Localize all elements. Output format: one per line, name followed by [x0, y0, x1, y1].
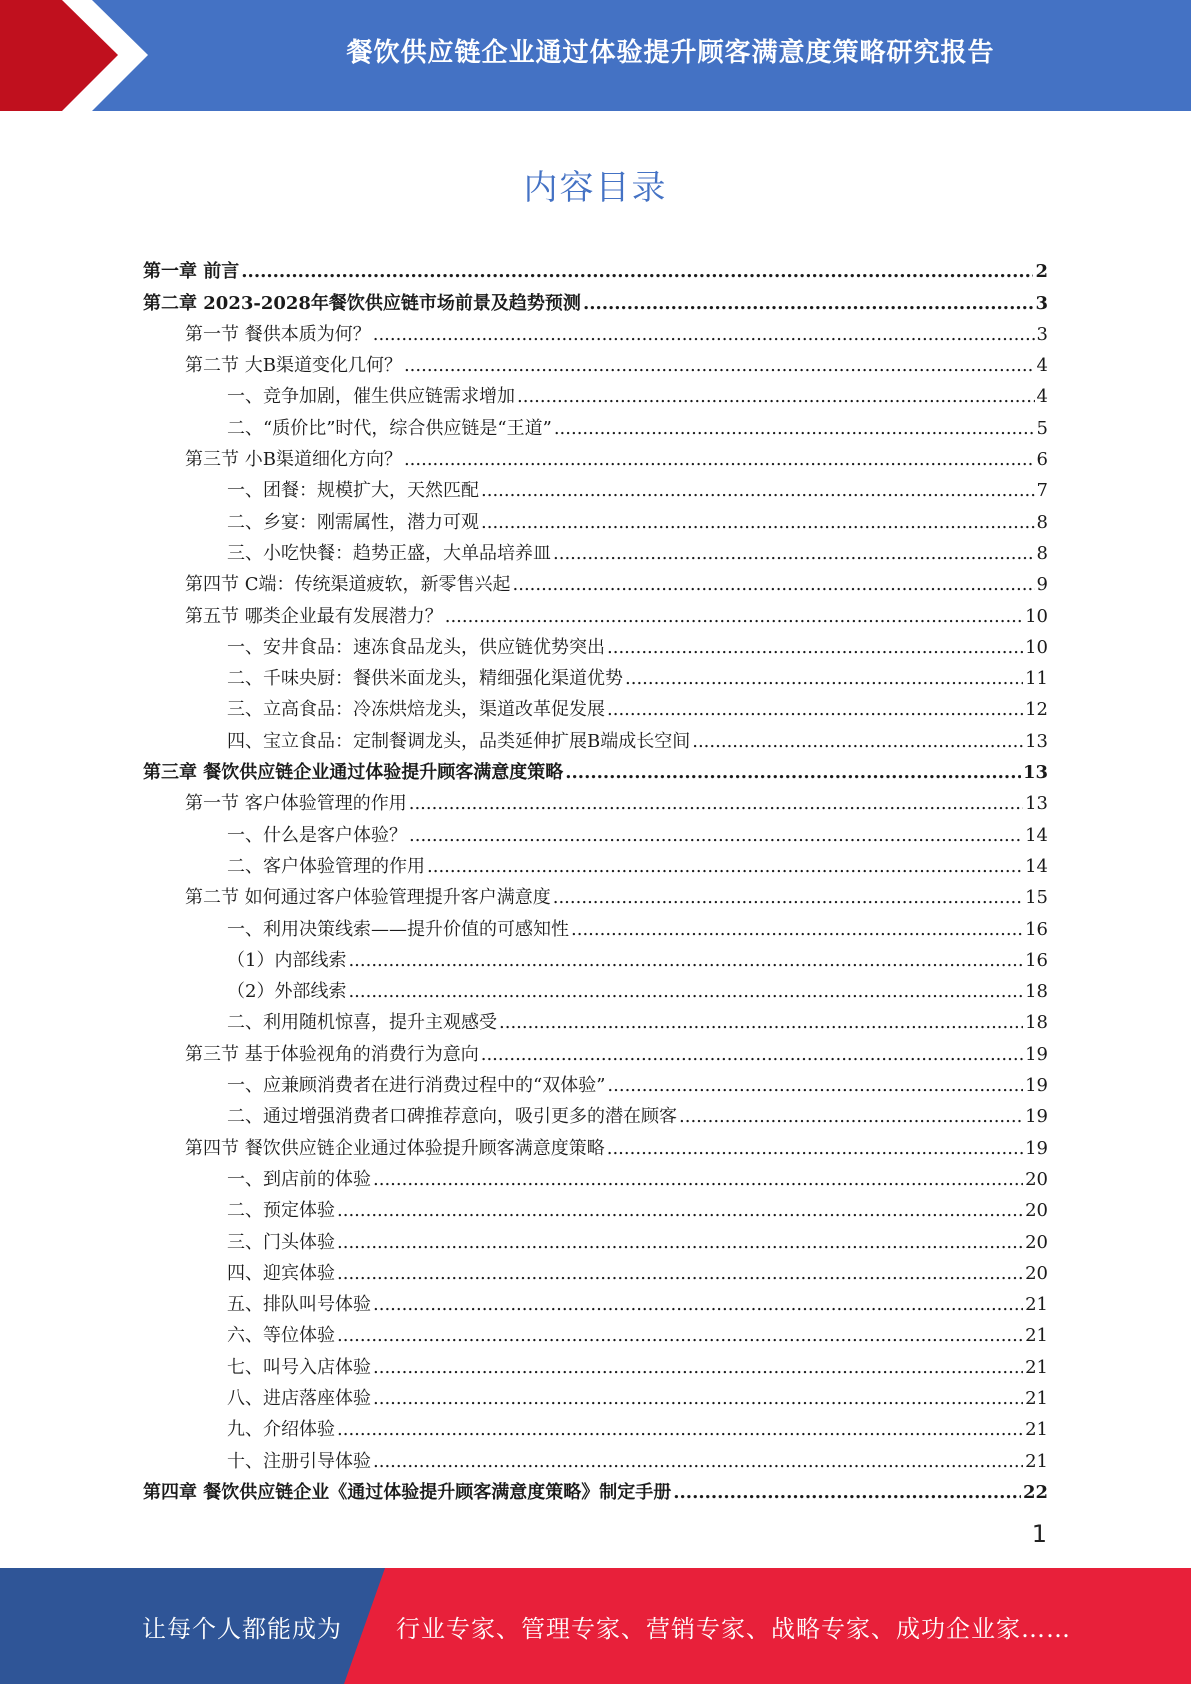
toc-entry-page: 19 — [1025, 1106, 1048, 1128]
toc-entry-title: 第三节 基于体验视角的消费行为意向 — [185, 1043, 479, 1065]
toc-dot-leader — [373, 1356, 1023, 1380]
toc-entry[interactable] — [143, 566, 1048, 597]
toc-entry-page: 20 — [1025, 1231, 1048, 1253]
toc-entry-title: 三、小吃快餐：趋势正盛，大单品培养皿 — [227, 542, 551, 564]
toc-entry[interactable] — [143, 284, 1048, 315]
toc-entry-page: 21 — [1025, 1294, 1048, 1316]
toc-entry[interactable] — [143, 1286, 1048, 1317]
toc-entry[interactable] — [143, 691, 1048, 722]
toc-entry[interactable] — [143, 441, 1048, 472]
toc-entry[interactable] — [143, 816, 1048, 847]
toc-dot-leader — [348, 949, 1023, 973]
toc-entry-page: 6 — [1036, 449, 1048, 471]
toc-entry-title: 二、通过增强消费者口碑推荐意向，吸引更多的潜在顾客 — [227, 1106, 677, 1128]
toc-entry-title: 十、注册引导体验 — [227, 1450, 371, 1472]
toc-entry-title: 二、客户体验管理的作用 — [227, 855, 425, 877]
toc-dot-leader — [337, 1418, 1023, 1442]
toc-entry[interactable] — [143, 879, 1048, 910]
table-of-contents — [143, 253, 1048, 1505]
toc-dot-leader — [625, 667, 1023, 691]
toc-entry[interactable] — [143, 785, 1048, 816]
toc-dot-leader — [673, 1481, 1021, 1505]
toc-dot-leader — [481, 511, 1035, 535]
toc-entry-page: 21 — [1025, 1450, 1048, 1472]
toc-entry-title: 一、安井食品：速冻食品龙头，供应链优势突出 — [227, 636, 605, 658]
toc-entry-page: 13 — [1022, 762, 1048, 784]
toc-entry[interactable] — [143, 973, 1048, 1004]
toc-entry-title: 五、排队叫号体验 — [227, 1294, 371, 1316]
toc-entry[interactable] — [143, 754, 1048, 785]
toc-entry-page: 11 — [1025, 668, 1048, 690]
toc-dot-leader — [499, 1011, 1023, 1035]
toc-entry-page: 12 — [1025, 699, 1048, 721]
toc-entry-page: 21 — [1025, 1387, 1048, 1409]
toc-entry[interactable] — [143, 1348, 1048, 1379]
toc-entry[interactable] — [143, 597, 1048, 628]
toc-entry[interactable] — [143, 472, 1048, 503]
toc-entry-page: 13 — [1025, 730, 1048, 752]
toc-entry[interactable] — [143, 253, 1048, 284]
toc-dot-leader — [679, 1105, 1023, 1129]
toc-entry-page: 14 — [1025, 824, 1048, 846]
toc-dot-leader — [373, 1168, 1023, 1192]
toc-entry-title: 四、迎宾体验 — [227, 1262, 335, 1284]
toc-entry[interactable] — [143, 1380, 1048, 1411]
toc-entry-page: 16 — [1025, 918, 1048, 940]
toc-entry-title: 第五节 哪类企业最有发展潜力？ — [185, 605, 443, 627]
toc-entry[interactable] — [143, 409, 1048, 440]
toc-entry[interactable] — [143, 910, 1048, 941]
toc-entry[interactable] — [143, 1192, 1048, 1223]
toc-entry-page: 21 — [1025, 1325, 1048, 1347]
toc-entry[interactable] — [143, 1067, 1048, 1098]
toc-heading: 内容目录 — [523, 168, 668, 208]
toc-entry[interactable] — [143, 1161, 1048, 1192]
toc-dot-leader — [553, 542, 1035, 566]
toc-entry-page: 20 — [1025, 1200, 1048, 1222]
toc-entry-page: 5 — [1036, 417, 1048, 439]
toc-entry-title: 第四章 餐饮供应链企业《通过体验提升顾客满意度策略》制定手册 — [143, 1481, 672, 1503]
toc-entry-page: 14 — [1025, 855, 1048, 877]
toc-dot-leader — [337, 1262, 1023, 1286]
toc-entry-page: 9 — [1036, 574, 1048, 596]
toc-entry-page: 16 — [1025, 949, 1048, 971]
toc-entry[interactable] — [143, 1442, 1048, 1473]
toc-entry[interactable] — [143, 1223, 1048, 1254]
toc-entry-title: 第一节 客户体验管理的作用 — [185, 793, 407, 815]
toc-dot-leader — [337, 1199, 1023, 1223]
page-footer — [0, 1568, 1191, 1684]
toc-entry-page: 20 — [1025, 1262, 1048, 1284]
toc-entry-title: 二、“质价比”时代，综合供应链是“王道” — [227, 417, 552, 439]
toc-dot-leader — [607, 1137, 1023, 1161]
toc-entry-title: 一、利用决策线索——提升价值的可感知性 — [227, 918, 569, 940]
toc-entry-page: 18 — [1025, 981, 1048, 1003]
toc-dot-leader — [607, 698, 1023, 722]
toc-entry[interactable] — [143, 942, 1048, 973]
toc-dot-leader — [565, 761, 1021, 785]
toc-dot-leader — [517, 385, 1035, 409]
toc-entry[interactable] — [143, 722, 1048, 753]
toc-entry[interactable] — [143, 660, 1048, 691]
toc-entry-page: 4 — [1036, 386, 1048, 408]
toc-entry-page: 8 — [1036, 511, 1048, 533]
toc-entry-page: 21 — [1025, 1356, 1048, 1378]
toc-dot-leader — [445, 605, 1023, 629]
toc-dot-leader — [692, 730, 1023, 754]
toc-entry[interactable] — [143, 1035, 1048, 1066]
toc-entry-title: 二、乡宴：刚需属性，潜力可观 — [227, 511, 479, 533]
toc-entry-title: 第三章 餐饮供应链企业通过体验提升顾客满意度策略 — [143, 762, 564, 784]
toc-entry[interactable] — [143, 1098, 1048, 1129]
toc-dot-leader — [373, 1387, 1023, 1411]
toc-dot-leader — [554, 417, 1035, 441]
toc-entry[interactable] — [143, 1004, 1048, 1035]
toc-entry[interactable] — [143, 503, 1048, 534]
toc-entry-title: 一、应兼顾消费者在进行消费过程中的“双体验” — [227, 1075, 606, 1097]
toc-entry-page: 3 — [1036, 323, 1048, 345]
toc-entry-title: 第三节 小B渠道细化方向？ — [185, 449, 402, 471]
toc-entry-page: 18 — [1025, 1012, 1048, 1034]
page-header — [0, 0, 1191, 111]
toc-dot-leader — [583, 292, 1034, 316]
toc-entry[interactable] — [143, 1474, 1048, 1505]
toc-entry-title: 第一章 前言 — [143, 261, 240, 283]
toc-entry[interactable] — [143, 629, 1048, 660]
toc-entry-title: 第二章 2023-2028年餐饮供应链市场前景及趋势预测 — [143, 292, 581, 314]
toc-dot-leader — [337, 1231, 1023, 1255]
toc-dot-leader — [337, 1324, 1023, 1348]
toc-entry-title: （2）外部线索 — [227, 981, 347, 1003]
toc-dot-leader — [571, 918, 1023, 942]
toc-entry-title: 七、叫号入店体验 — [227, 1356, 371, 1378]
header-chevron-decoration — [0, 0, 150, 111]
toc-entry-page: 10 — [1025, 605, 1048, 627]
toc-entry-page: 19 — [1025, 1137, 1048, 1159]
toc-entry[interactable] — [143, 1255, 1048, 1286]
toc-entry-title: 第四节 餐饮供应链企业通过体验提升顾客满意度策略 — [185, 1137, 605, 1159]
toc-entry-title: 九、介绍体验 — [227, 1419, 335, 1441]
toc-entry-title: 三、立高食品：冷冻烘焙龙头，渠道改革促发展 — [227, 699, 605, 721]
toc-entry-page: 19 — [1025, 1043, 1048, 1065]
toc-entry-title: 四、宝立食品：定制餐调龙头，品类延伸扩展B端成长空间 — [227, 730, 691, 752]
toc-entry-page: 4 — [1036, 355, 1048, 377]
toc-entry-title: 二、利用随机惊喜，提升主观感受 — [227, 1012, 497, 1034]
toc-dot-leader — [481, 479, 1035, 503]
toc-dot-leader — [373, 323, 1035, 347]
toc-entry-title: 二、预定体验 — [227, 1200, 335, 1222]
toc-entry-page: 20 — [1025, 1168, 1048, 1190]
toc-entry-title: 第二节 如何通过客户体验管理提升客户满意度 — [185, 887, 551, 909]
footer-slogan-right: 行业专家、管理专家、营销专家、战略专家、成功企业家…… — [396, 1614, 1071, 1643]
toc-entry-title: 第四节 C端：传统渠道疲软，新零售兴起 — [185, 574, 511, 596]
toc-dot-leader — [373, 1450, 1023, 1474]
toc-entry-title: 一、到店前的体验 — [227, 1168, 371, 1190]
toc-entry[interactable] — [143, 1317, 1048, 1348]
toc-entry[interactable] — [143, 848, 1048, 879]
toc-entry-page: 3 — [1035, 292, 1048, 314]
toc-entry[interactable] — [143, 347, 1048, 378]
toc-entry[interactable] — [143, 1129, 1048, 1160]
toc-dot-leader — [607, 1074, 1023, 1098]
toc-entry-page: 21 — [1025, 1419, 1048, 1441]
toc-dot-leader — [409, 792, 1023, 816]
toc-dot-leader — [404, 354, 1035, 378]
toc-entry[interactable] — [143, 535, 1048, 566]
toc-entry-title: 一、团餐：规模扩大，天然匹配 — [227, 480, 479, 502]
toc-entry-title: 第二节 大B渠道变化几何？ — [185, 355, 402, 377]
toc-entry-title: 六、等位体验 — [227, 1325, 335, 1347]
toc-dot-leader — [427, 855, 1023, 879]
toc-entry-title: 一、竞争加剧，催生供应链需求增加 — [227, 386, 515, 408]
toc-dot-leader — [481, 1043, 1023, 1067]
toc-entry[interactable] — [143, 1411, 1048, 1442]
toc-entry-title: 八、进店落座体验 — [227, 1387, 371, 1409]
toc-entry-title: 第一节 餐供本质为何？ — [185, 323, 371, 345]
toc-entry-title: 二、千味央厨：餐供米面龙头，精细强化渠道优势 — [227, 668, 623, 690]
toc-dot-leader — [404, 448, 1035, 472]
toc-entry-title: 三、门头体验 — [227, 1231, 335, 1253]
toc-entry-title: 一、什么是客户体验？ — [227, 824, 407, 846]
toc-entry-page: 2 — [1035, 261, 1048, 283]
toc-dot-leader — [553, 886, 1023, 910]
toc-entry[interactable] — [143, 316, 1048, 347]
footer-slogan-left: 让每个人都能成为 — [142, 1614, 342, 1643]
toc-dot-leader — [513, 573, 1035, 597]
toc-dot-leader — [409, 824, 1023, 848]
toc-dot-leader — [348, 980, 1023, 1004]
page-number: 1 — [1031, 1520, 1047, 1548]
toc-entry[interactable] — [143, 378, 1048, 409]
toc-entry-page: 22 — [1022, 1481, 1048, 1503]
toc-entry-page: 8 — [1036, 542, 1048, 564]
toc-dot-leader — [373, 1293, 1023, 1317]
toc-entry-page: 13 — [1025, 793, 1048, 815]
report-title: 餐饮供应链企业通过体验提升顾客满意度策略研究报告 — [346, 37, 995, 68]
toc-dot-leader — [241, 260, 1033, 284]
toc-entry-page: 10 — [1025, 636, 1048, 658]
toc-entry-title: （1）内部线索 — [227, 949, 347, 971]
toc-entry-page: 7 — [1036, 480, 1048, 502]
toc-dot-leader — [607, 636, 1023, 660]
toc-entry-page: 15 — [1025, 887, 1048, 909]
toc-entry-page: 19 — [1025, 1075, 1048, 1097]
